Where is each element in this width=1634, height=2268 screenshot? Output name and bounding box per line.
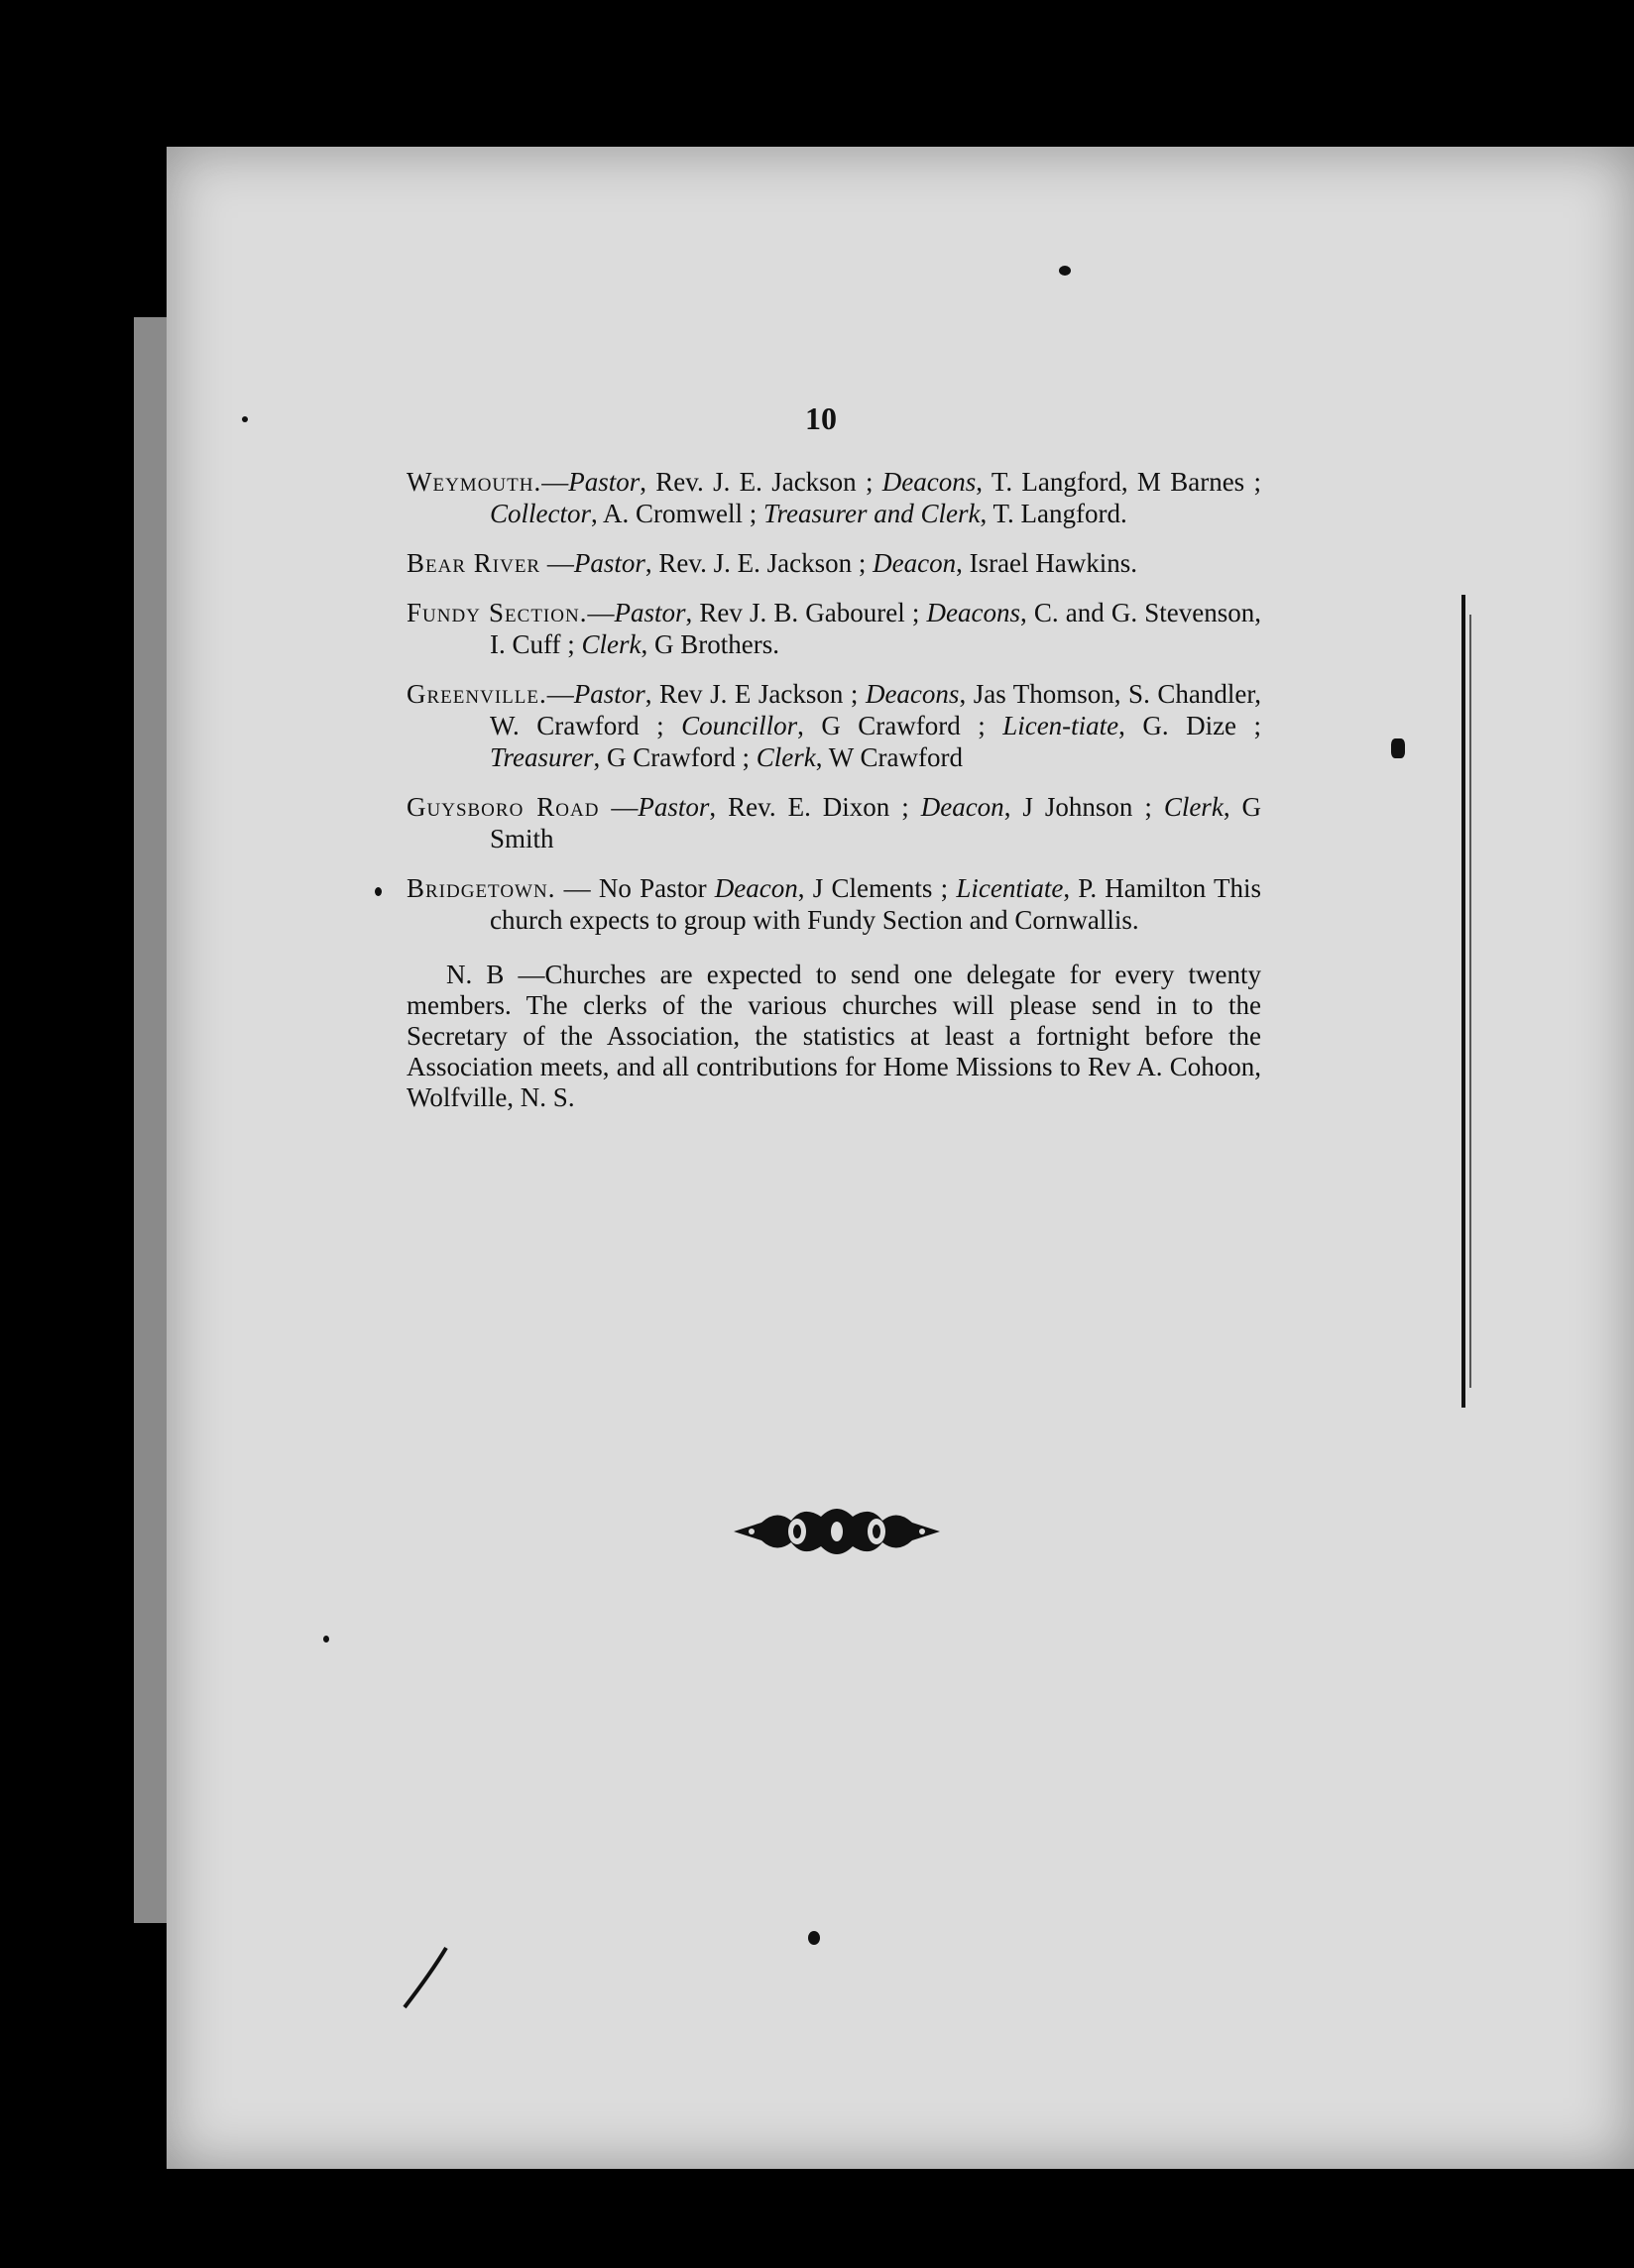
church-name: Guysboro Road: [407, 792, 600, 822]
church-entry: [407, 597, 1261, 660]
entry-text: , G Smith: [490, 792, 1262, 853]
entry-text: , T. Langford.: [980, 499, 1127, 528]
office-title: Pastor: [614, 598, 686, 627]
office-title: Deacon: [714, 873, 798, 903]
entry-text: , Rev J. E Jackson ;: [644, 679, 866, 709]
entry-text: , G Brothers.: [641, 629, 779, 659]
binding-line-secondary: [1469, 615, 1471, 1388]
office-title: Treasurer: [490, 742, 594, 772]
office-title: Deacons: [881, 467, 977, 497]
entry-text: —: [540, 548, 574, 578]
church-entry: [407, 466, 1261, 529]
decorative-ornament: [732, 1497, 942, 1566]
entry-text: , Jas Thomson, S. Chandler, W. Crawford ;: [490, 679, 1261, 740]
office-title: Deacon: [873, 548, 957, 578]
church-entry: [407, 678, 1261, 773]
entry-text: —: [541, 467, 569, 497]
office-title: Deacon: [920, 792, 1004, 822]
scan-speck: [242, 416, 248, 422]
scan-speck: [375, 887, 382, 896]
church-entry: [407, 547, 1261, 579]
entry-text: , P. Hamilton This church expects to group with Fundy Section and Cornwallis.: [490, 873, 1261, 935]
entry-text: , C. and G. Stevenson, I. Cuff ;: [490, 598, 1261, 659]
church-entry: [407, 872, 1261, 936]
office-title: Treasurer and Clerk: [763, 499, 981, 528]
office-title: Pastor: [573, 548, 645, 578]
entry-text: , J Johnson ;: [1003, 792, 1164, 822]
church-entries: [407, 466, 1261, 936]
scan-speck: [323, 1636, 329, 1643]
entry-text: , J Clements ;: [797, 873, 957, 903]
entry-text: , A. Cromwell ;: [591, 499, 763, 528]
scan-speck: [808, 1931, 820, 1945]
entry-text: , Rev. J. E. Jackson ;: [640, 467, 882, 497]
entry-text: , G. Dize ;: [1118, 711, 1262, 740]
entry-text: , G Crawford ;: [797, 711, 1003, 740]
entry-text: , T. Langford, M Barnes ;: [976, 467, 1261, 497]
church-name: Weymouth.: [407, 467, 542, 497]
office-title: Clerk: [581, 629, 642, 659]
scan-speck: [1059, 266, 1071, 276]
office-title: Pastor: [573, 679, 645, 709]
office-title: Clerk: [1163, 792, 1224, 822]
entry-text: —: [587, 598, 615, 627]
entry-text: , Rev. E. Dixon ;: [709, 792, 921, 822]
office-title: Councillor: [681, 711, 798, 740]
office-title: Clerk: [756, 742, 816, 772]
office-title: Deacons: [926, 598, 1020, 627]
pen-stroke-mark: [397, 1943, 456, 2012]
office-title: Licen-tiate: [1002, 711, 1119, 740]
entry-text: , W Crawford: [815, 742, 963, 772]
binding-line: [1461, 595, 1465, 1408]
entry-text: —: [599, 792, 639, 822]
office-title: Collector: [490, 499, 591, 528]
page-number: 10: [805, 400, 837, 436]
entry-text: — No Pastor: [555, 873, 715, 903]
office-title: Pastor: [638, 792, 710, 822]
entry-text: —: [546, 679, 574, 709]
document-page: [167, 147, 1634, 2169]
entry-text: , Rev J. B. Gabourel ;: [685, 598, 927, 627]
church-name: Fundy Section.: [407, 598, 588, 627]
entry-text: , G Crawford ;: [593, 742, 757, 772]
church-name: Bear River: [407, 548, 541, 578]
office-title: Pastor: [568, 467, 641, 497]
entry-text: , Rev. J. E. Jackson ;: [644, 548, 874, 578]
entry-text: , Israel Hawkins.: [956, 548, 1138, 578]
church-entry: [407, 791, 1261, 854]
scan-speck: [1391, 738, 1405, 758]
nb-note: N. B —Churches are expected to send one delegate for every twenty members. The clerks of the various churches will please send in to the Secretary of the Association, the statistics at least a fortnight before the Association meets, and all contributions for Home Missions to Rev A. Cohoon, Wolfville, N. S.: [407, 960, 1261, 1112]
church-name: Bridgetown.: [407, 873, 556, 903]
church-name: Greenville.: [407, 679, 547, 709]
document-body: [407, 466, 1261, 1140]
office-title: Licentiate: [956, 873, 1064, 903]
office-title: Deacons: [865, 679, 960, 709]
